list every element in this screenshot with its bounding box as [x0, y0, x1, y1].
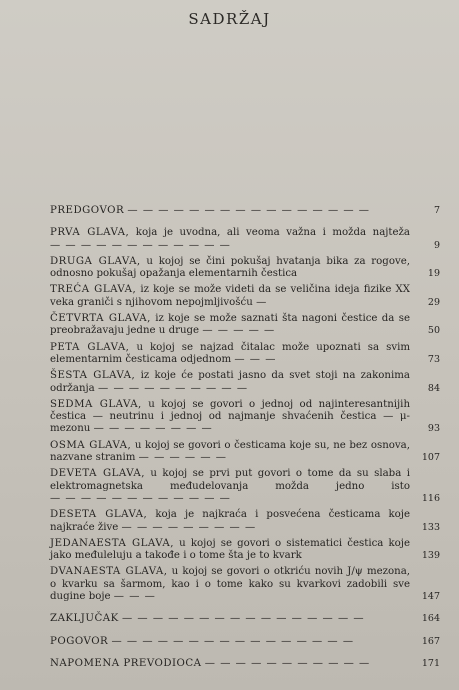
- leader-dashes: — — — — — —: [138, 452, 227, 464]
- toc-description: u kojoj se najzad čitalac može upoznati sa svim elementarnim česticama odjednom: [50, 341, 410, 365]
- toc-entry-sesta: [50, 370, 440, 395]
- toc-page-number: 133: [421, 521, 440, 533]
- leader-dashes: — — —: [234, 353, 277, 365]
- toc-heading: PREDGOVOR: [50, 205, 125, 216]
- leader-dashes: — — — — — — — — — — — — — — — —: [111, 635, 355, 647]
- toc-page-number: 29: [427, 296, 440, 308]
- toc-page-number: 50: [427, 325, 440, 337]
- toc-description: koja je najkraća i posvećena česticama koje najkraće žive: [50, 509, 410, 533]
- toc-heading: PRVA GLAVA,: [50, 227, 130, 239]
- leader-dashes: — — — — — — — — — — — —: [50, 239, 231, 251]
- toc-heading: OSMA GLAVA,: [50, 439, 132, 451]
- leader-dashes: — — — — — — — — — — — — — — — —: [122, 613, 365, 625]
- toc-description: u kojoj se čini pokušaj hvatanja bika za rogove, odnosno pokušaj opažanja elementarnih čestica: [50, 255, 410, 280]
- toc-entry-jedanaesta: [50, 538, 440, 563]
- toc-entry-predgovor: [50, 205, 440, 217]
- toc-page-number: 167: [421, 635, 440, 647]
- toc-description: u kojoj se govori o sistematici čestica koje jako međuleluju a takođe i o tome šta je to kvark: [50, 537, 410, 562]
- table-of-contents: [50, 205, 440, 674]
- toc-entry-treca: [50, 284, 440, 309]
- toc-description: u kojoj se govori o otkriću novih J/ψ mezona, o kvarku sa šarmom, kao i o tome kako su kvarkovi zadobili sve dugine boje: [50, 566, 411, 603]
- toc-page-number: 171: [421, 657, 440, 669]
- leader-dashes: — — — — — — — — —: [121, 521, 257, 533]
- toc-heading: PETA GLAVA,: [50, 341, 130, 353]
- toc-heading: DEVETA GLAVA,: [50, 468, 145, 480]
- leader-dashes: — — — — — — — — — — — —: [50, 492, 231, 504]
- toc-description: iz koje se može videti da se veličina ideja fizike XX veka graniči s njihovom nepojmljivošću: [50, 284, 410, 308]
- toc-heading: TREĆA GLAVA,: [50, 284, 137, 296]
- toc-entry-zakljucak: [50, 613, 440, 625]
- leader-dashes: — — — — — — — — — — —: [204, 657, 371, 669]
- toc-description: koja je uvodna, ali veoma važna i možda najteža: [135, 227, 410, 239]
- toc-entry-pogovor: [50, 636, 440, 648]
- toc-heading: ŠESTA GLAVA,: [50, 370, 136, 382]
- toc-entry-napomena: [50, 658, 440, 670]
- toc-page-number: 73: [427, 353, 440, 365]
- page-title: SADRŽAJ: [188, 10, 271, 28]
- toc-page-number: 139: [421, 550, 440, 562]
- toc-description: u kojoj se govori o jednoj od najinteresantnijih čestica — neutrinu i jednoj od najmanje shvaćenih čestica — μ-mezonu: [50, 398, 411, 435]
- toc-entry-prva: [50, 227, 440, 252]
- toc-heading: SEDMA GLAVA,: [50, 398, 142, 410]
- toc-page-number: 84: [427, 382, 440, 394]
- leader-dashes: —: [256, 296, 268, 308]
- toc-description: u kojoj se prvi put govori o tome da su slaba i elektromagnetska međudelovanja možda jedno isto: [50, 468, 410, 492]
- toc-heading: DESETA GLAVA,: [50, 509, 148, 521]
- toc-entry-peta: [50, 342, 440, 367]
- toc-entry-druga: [50, 256, 440, 281]
- toc-heading: DRUGA GLAVA,: [50, 255, 141, 267]
- toc-heading: ZAKLJUČAK: [50, 613, 119, 625]
- toc-page-number: 19: [427, 268, 440, 280]
- toc-heading: NAPOMENA PREVODIOCA: [50, 657, 202, 669]
- toc-page-number: 147: [421, 591, 440, 603]
- toc-page-number: 7: [433, 205, 440, 216]
- toc-entry-sedma: [50, 399, 440, 436]
- toc-page-number: 9: [433, 239, 440, 251]
- toc-page-number: 107: [421, 452, 440, 464]
- toc-page-number: 93: [427, 423, 440, 435]
- toc-entry-cetvrta: [50, 313, 440, 338]
- toc-heading: DVANAESTA GLAVA,: [50, 566, 168, 578]
- toc-entry-deseta: [50, 509, 440, 534]
- leader-dashes: — — —: [113, 591, 156, 603]
- leader-dashes: — — — — — — — —: [93, 423, 213, 435]
- toc-entry-deveta: [50, 468, 440, 505]
- toc-entry-dvanaesta: [50, 566, 440, 603]
- toc-description: iz koje se može saznati šta nagoni čestice da se preobražavaju jedne u druge: [50, 313, 410, 337]
- toc-description: u kojoj se govori o česticama koje su, ne bez osnova, nazvane stranim: [50, 439, 410, 464]
- toc-page-number: 164: [421, 613, 440, 625]
- toc-heading: JEDANAESTA GLAVA,: [50, 537, 174, 549]
- toc-description: iz koje će postati jasno da svet stoji na zakonima održanja: [50, 370, 410, 394]
- leader-dashes: — — — — —: [202, 325, 276, 337]
- toc-heading: ČETVRTA GLAVA,: [50, 313, 151, 325]
- toc-heading: POGOVOR: [50, 635, 109, 647]
- leader-dashes: — — — — — — — — — — — — — — — —: [127, 205, 370, 216]
- leader-dashes: — — — — — — — — — —: [98, 382, 249, 394]
- toc-entry-osma: [50, 440, 440, 465]
- toc-page-number: 116: [421, 492, 440, 504]
